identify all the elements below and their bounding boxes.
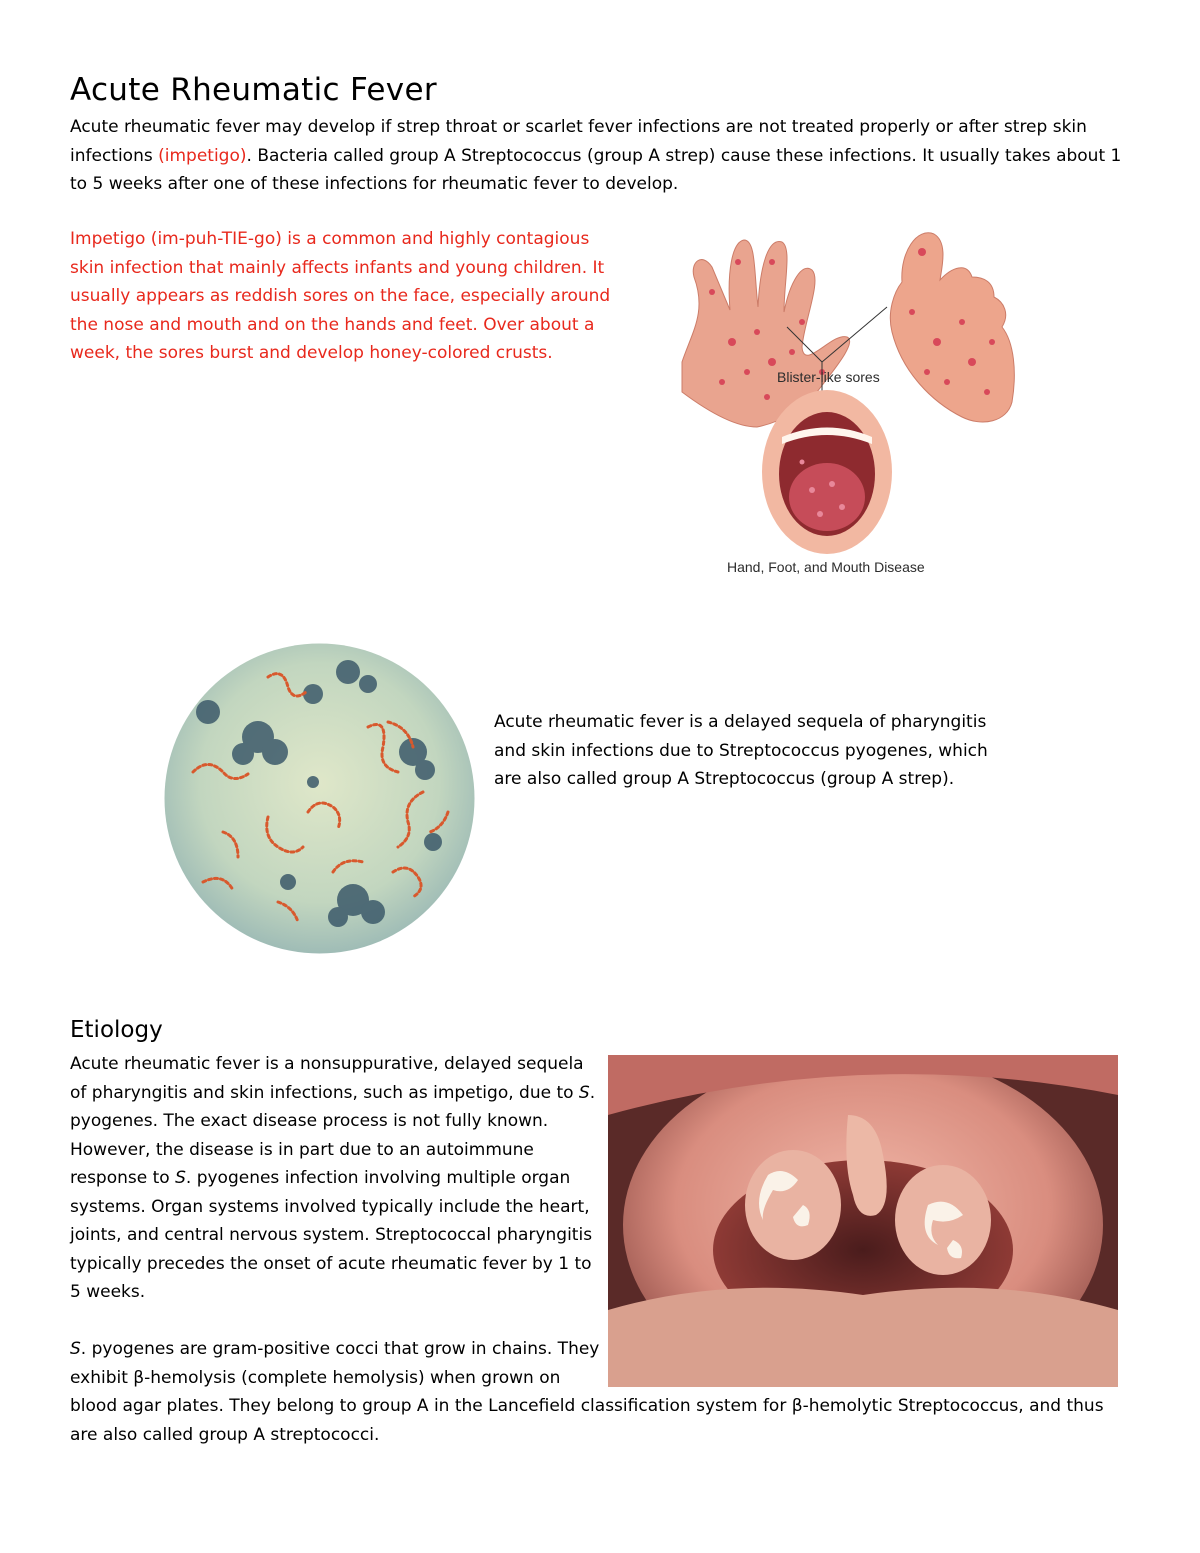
tongue xyxy=(789,463,865,531)
hand-foot-mouth-illustration xyxy=(672,222,1032,582)
page-title: Acute Rheumatic Fever xyxy=(70,72,437,108)
streptococcus-micrograph xyxy=(163,642,476,955)
species-abbrev: S xyxy=(70,1339,81,1359)
impetigo-highlight: (impetigo) xyxy=(158,145,247,166)
foot-shape xyxy=(890,233,1014,422)
intro-text-end: . Bacteria called group A Streptococcus (group A strep) cause these infections. It usually takes about 1 to 5 weeks after one of these infections for rheumatic fever to develop. xyxy=(70,145,1122,194)
species-abbrev: S xyxy=(578,1082,590,1103)
pointer-line-foot xyxy=(822,307,887,362)
etiology-heading: Etiology xyxy=(70,1017,163,1043)
photo-float-spacer xyxy=(610,1335,1130,1392)
etiology-text: Acute rheumatic fever is a nonsuppurative, delayed sequela of pharyngitis and skin infections, such as impetigo, due to xyxy=(70,1054,584,1103)
etiology-text: . pyogenes. The exact disease process is not fully known. However, the disease is in part due to an autoimmune response to xyxy=(70,1082,596,1188)
species-abbrev: S xyxy=(175,1168,186,1188)
etiology-paragraph-1 xyxy=(70,1050,600,1307)
intro-paragraph xyxy=(70,113,1140,199)
figure-caption: Hand, Foot, and Mouth Disease xyxy=(727,559,925,575)
etiology-paragraph-2-wrap xyxy=(70,1335,1130,1449)
intro-text-start: Acute rheumatic fever may develop if strep throat or scarlet fever infections are not treated properly or after strep skin infections xyxy=(70,117,1087,166)
impetigo-note: Impetigo (im-puh-TIE-go) is a common and highly contagious skin infection that mainly affects infants and young children. It usually appears as reddish sores on the face, especially around the nose and mouth and on the hands and feet. Over about a week, the sores burst and develop honey-colored crusts. xyxy=(70,229,611,363)
sequela-paragraph: Acute rheumatic fever is a delayed sequela of pharyngitis and skin infections due to Streptococcus pyogenes, which are also called group A Streptococcus (group A strep). xyxy=(494,712,988,789)
blister-sores-label: Blister-like sores xyxy=(777,369,880,385)
etiology-text: . pyogenes infection involving multiple organ systems. Organ systems involved typically include the heart, joints, and central nervous system. Streptococcal pharyngitis typically precedes the onset of acute rheumatic fever by 1 to 5 weeks. xyxy=(70,1168,593,1302)
etiology-text: . pyogenes are gram-positive cocci that grow in chains. They exhibit β-hemolysis (complete hemolysis) when grown on blood agar plates. They belong to group A in the Lancefield classification system for β-hemolytic Streptococcus, and thus are also called group A streptococci. xyxy=(70,1339,1104,1445)
